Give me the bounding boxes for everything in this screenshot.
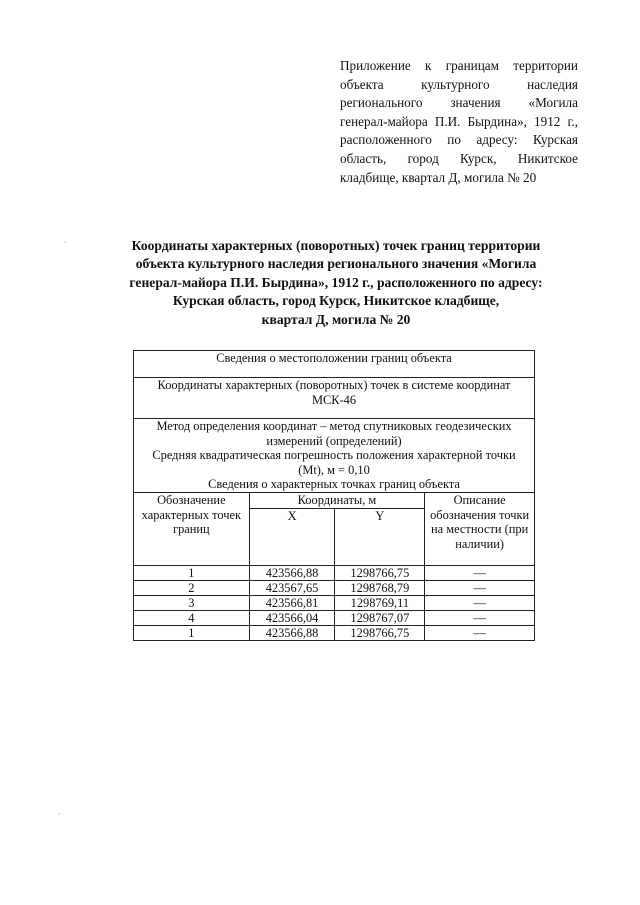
x-header: X — [249, 508, 335, 565]
title-line: объекта культурного наследия регионального значения «Могила — [135, 256, 537, 272]
title-line: Курская область, город Курск, Никитское кладбище, — [172, 293, 500, 309]
method-text: измерений (определений) — [266, 433, 402, 448]
point-cell: 1 — [134, 565, 250, 580]
y-cell: 1298769,11 — [335, 595, 425, 610]
scan-speck: · — [64, 238, 67, 247]
y-cell: 1298767,07 — [335, 610, 425, 625]
x-cell: 423567,65 — [249, 580, 335, 595]
x-cell: 423566,88 — [249, 625, 335, 640]
coordinate-system-name: МСК-46 — [311, 392, 357, 407]
description-cell: — — [425, 580, 535, 595]
point-cell: 1 — [134, 625, 250, 640]
column-header-row — [134, 492, 535, 508]
coordinates-header: Координаты, м — [249, 492, 425, 508]
error-text: Средняя квадратическая погрешность положения характерной точки — [152, 448, 516, 463]
designation-header: Обозначение характерных точек границ — [134, 492, 250, 565]
coordinate-system-cell — [134, 378, 535, 419]
description-cell: — — [425, 595, 535, 610]
point-cell: 2 — [134, 580, 250, 595]
appendix-text: Приложение к границам территории объекта культурного наследия регионального значения «Могила генерал-майора П.И. Бырдина», 1912 г., расположенного по адресу: Курская область, город Курск, Никитское кладбище, квартал Д, могила № 20 — [340, 58, 578, 185]
coordinate-system-text: Координаты характерных (поворотных) точек в системе координат — [157, 378, 511, 392]
table-row — [134, 595, 535, 610]
x-cell: 423566,04 — [249, 610, 335, 625]
description-cell: — — [425, 610, 535, 625]
table-row — [134, 610, 535, 625]
coordinates-table — [133, 350, 535, 641]
x-cell: 423566,88 — [249, 565, 335, 580]
description-header: Описание обозначения точки на местности (при наличии) — [425, 492, 535, 565]
method-text: Метод определения координат – метод спутниковых геодезических — [156, 419, 512, 433]
title-line: генерал-майора П.И. Бырдина», 1912 г., расположенного по адресу: — [129, 274, 543, 290]
method-row — [134, 419, 535, 493]
table-section-row — [134, 351, 535, 378]
y-cell: 1298766,75 — [335, 565, 425, 580]
section-title-cell: Сведения о местоположении границ объекта — [134, 351, 535, 378]
title-line: квартал Д, могила № 20 — [261, 311, 411, 327]
x-cell: 423566,81 — [249, 595, 335, 610]
scan-speck: · — [58, 810, 61, 819]
y-header: Y — [335, 508, 425, 565]
y-cell: 1298766,75 — [335, 625, 425, 640]
appendix-note — [340, 57, 578, 187]
coordinate-system-row — [134, 378, 535, 419]
point-cell: 3 — [134, 595, 250, 610]
title-line: Координаты характерных (поворотных) точек границ территории — [131, 238, 541, 253]
error-value: (Mt), м = 0,10 — [298, 462, 370, 477]
document-title — [86, 237, 586, 329]
table-row — [134, 580, 535, 595]
point-cell: 4 — [134, 610, 250, 625]
method-cell — [134, 419, 535, 493]
description-cell: — — [425, 565, 535, 580]
description-cell: — — [425, 625, 535, 640]
table-row — [134, 565, 535, 580]
y-cell: 1298768,79 — [335, 580, 425, 595]
points-title: Сведения о характерных точках границ объекта — [208, 477, 460, 492]
table-row — [134, 625, 535, 640]
